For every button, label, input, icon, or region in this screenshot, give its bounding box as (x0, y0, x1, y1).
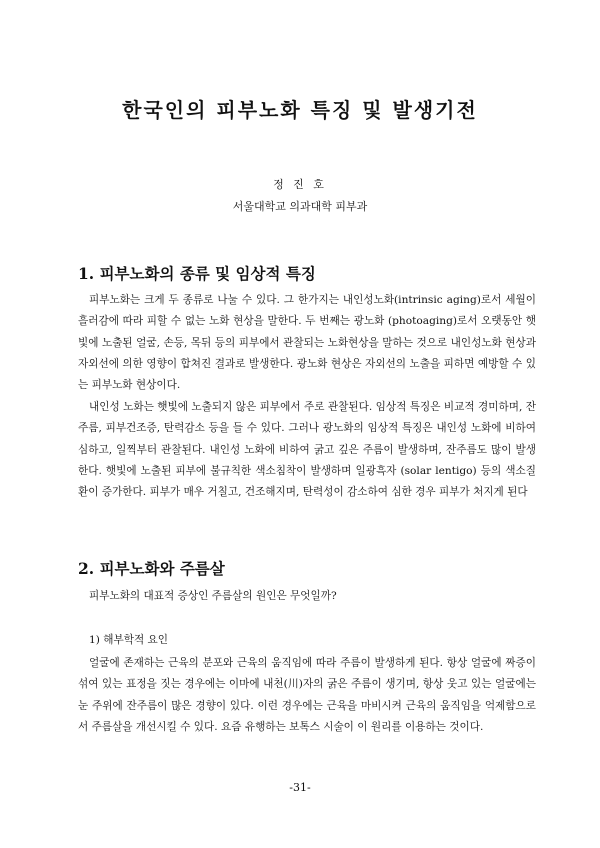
section-heading-1: 1. 피부노화의 종류 및 임상적 특징 (78, 264, 316, 283)
section-1-paragraph-1: 피부노화는 크게 두 종류로 나눌 수 있다. 그 한가지는 내인성노화(intrinsic aging)로서 세월이 흘러감에 따라 피할 수 없는 노화 현상을 말한다. 두 번째는 광노화 (photoaging)로서 오랫동안 햇빛에 노출된 얼굴, 손등, 목뒤 등의 피부에서 관찰되는 노화현상을 말하는 것으로 내인성노화 현상과 자외선에 의한 영향이 합쳐진 결과로 발생한다. 광노화 현상은 자외선의 노출을 피하면 예방할 수 있는 피부노화 현상이다. (78, 294, 536, 392)
subsection-heading-anatomical: 1) 해부학적 요인 (89, 634, 169, 646)
section-heading-2: 2. 피부노화와 주름살 (78, 559, 225, 578)
section-2-intro: 피부노화의 대표적 증상인 주름살의 원인은 무엇일까? (89, 590, 337, 602)
author-affiliation: 서울대학교 의과대학 피부과 (232, 200, 368, 213)
paper-title: 한국인의 피부노화 특징 및 발생기전 (122, 98, 478, 122)
page-number: -31- (289, 781, 311, 794)
section-2-paragraph-1: 얼굴에 존재하는 근육의 분포와 근육의 움직임에 따라 주름이 발생하게 된다. 항상 얼굴에 짜증이 섞여 있는 표정을 짓는 경우에는 이마에 내천(川)자의 굵은 주름이 생기며, 항상 웃고 있는 얼굴에는 눈 주위에 잔주름이 많은 경향이 있다. 이런 경우에는 근육을 마비시켜 근육의 움직임을 억제함으로서 주름살을 개선시킬 수 있다. 요즘 유행하는 보톡스 시술이 이 원리를 이용하는 것이다. (78, 657, 536, 733)
author-name: 정 진 호 (273, 178, 327, 191)
section-1-paragraph-2: 내인성 노화는 햇빛에 노출되지 않은 피부에서 주로 관찰된다. 임상적 특징은 비교적 경미하며, 잔주름, 피부건조증, 탄력감소 등을 들 수 있다. 그러나 광노화의 임상적 특징은 내인성 노화에 비하여 심하고, 일찍부터 관찰된다. 내인성 노화에 비하여 굵고 깊은 주름이 발생하며, 잔주름도 많이 발생한다. 햇빛에 노출된 피부에 불규칙한 색소침착이 발생하며 일광흑자 (solar lentigo) 등의 색소질환이 증가한다. 피부가 매우 거칠고, 건조해지며, 탄력성이 감소하여 심한 경우 피부가 처지게 된다 (78, 401, 536, 499)
